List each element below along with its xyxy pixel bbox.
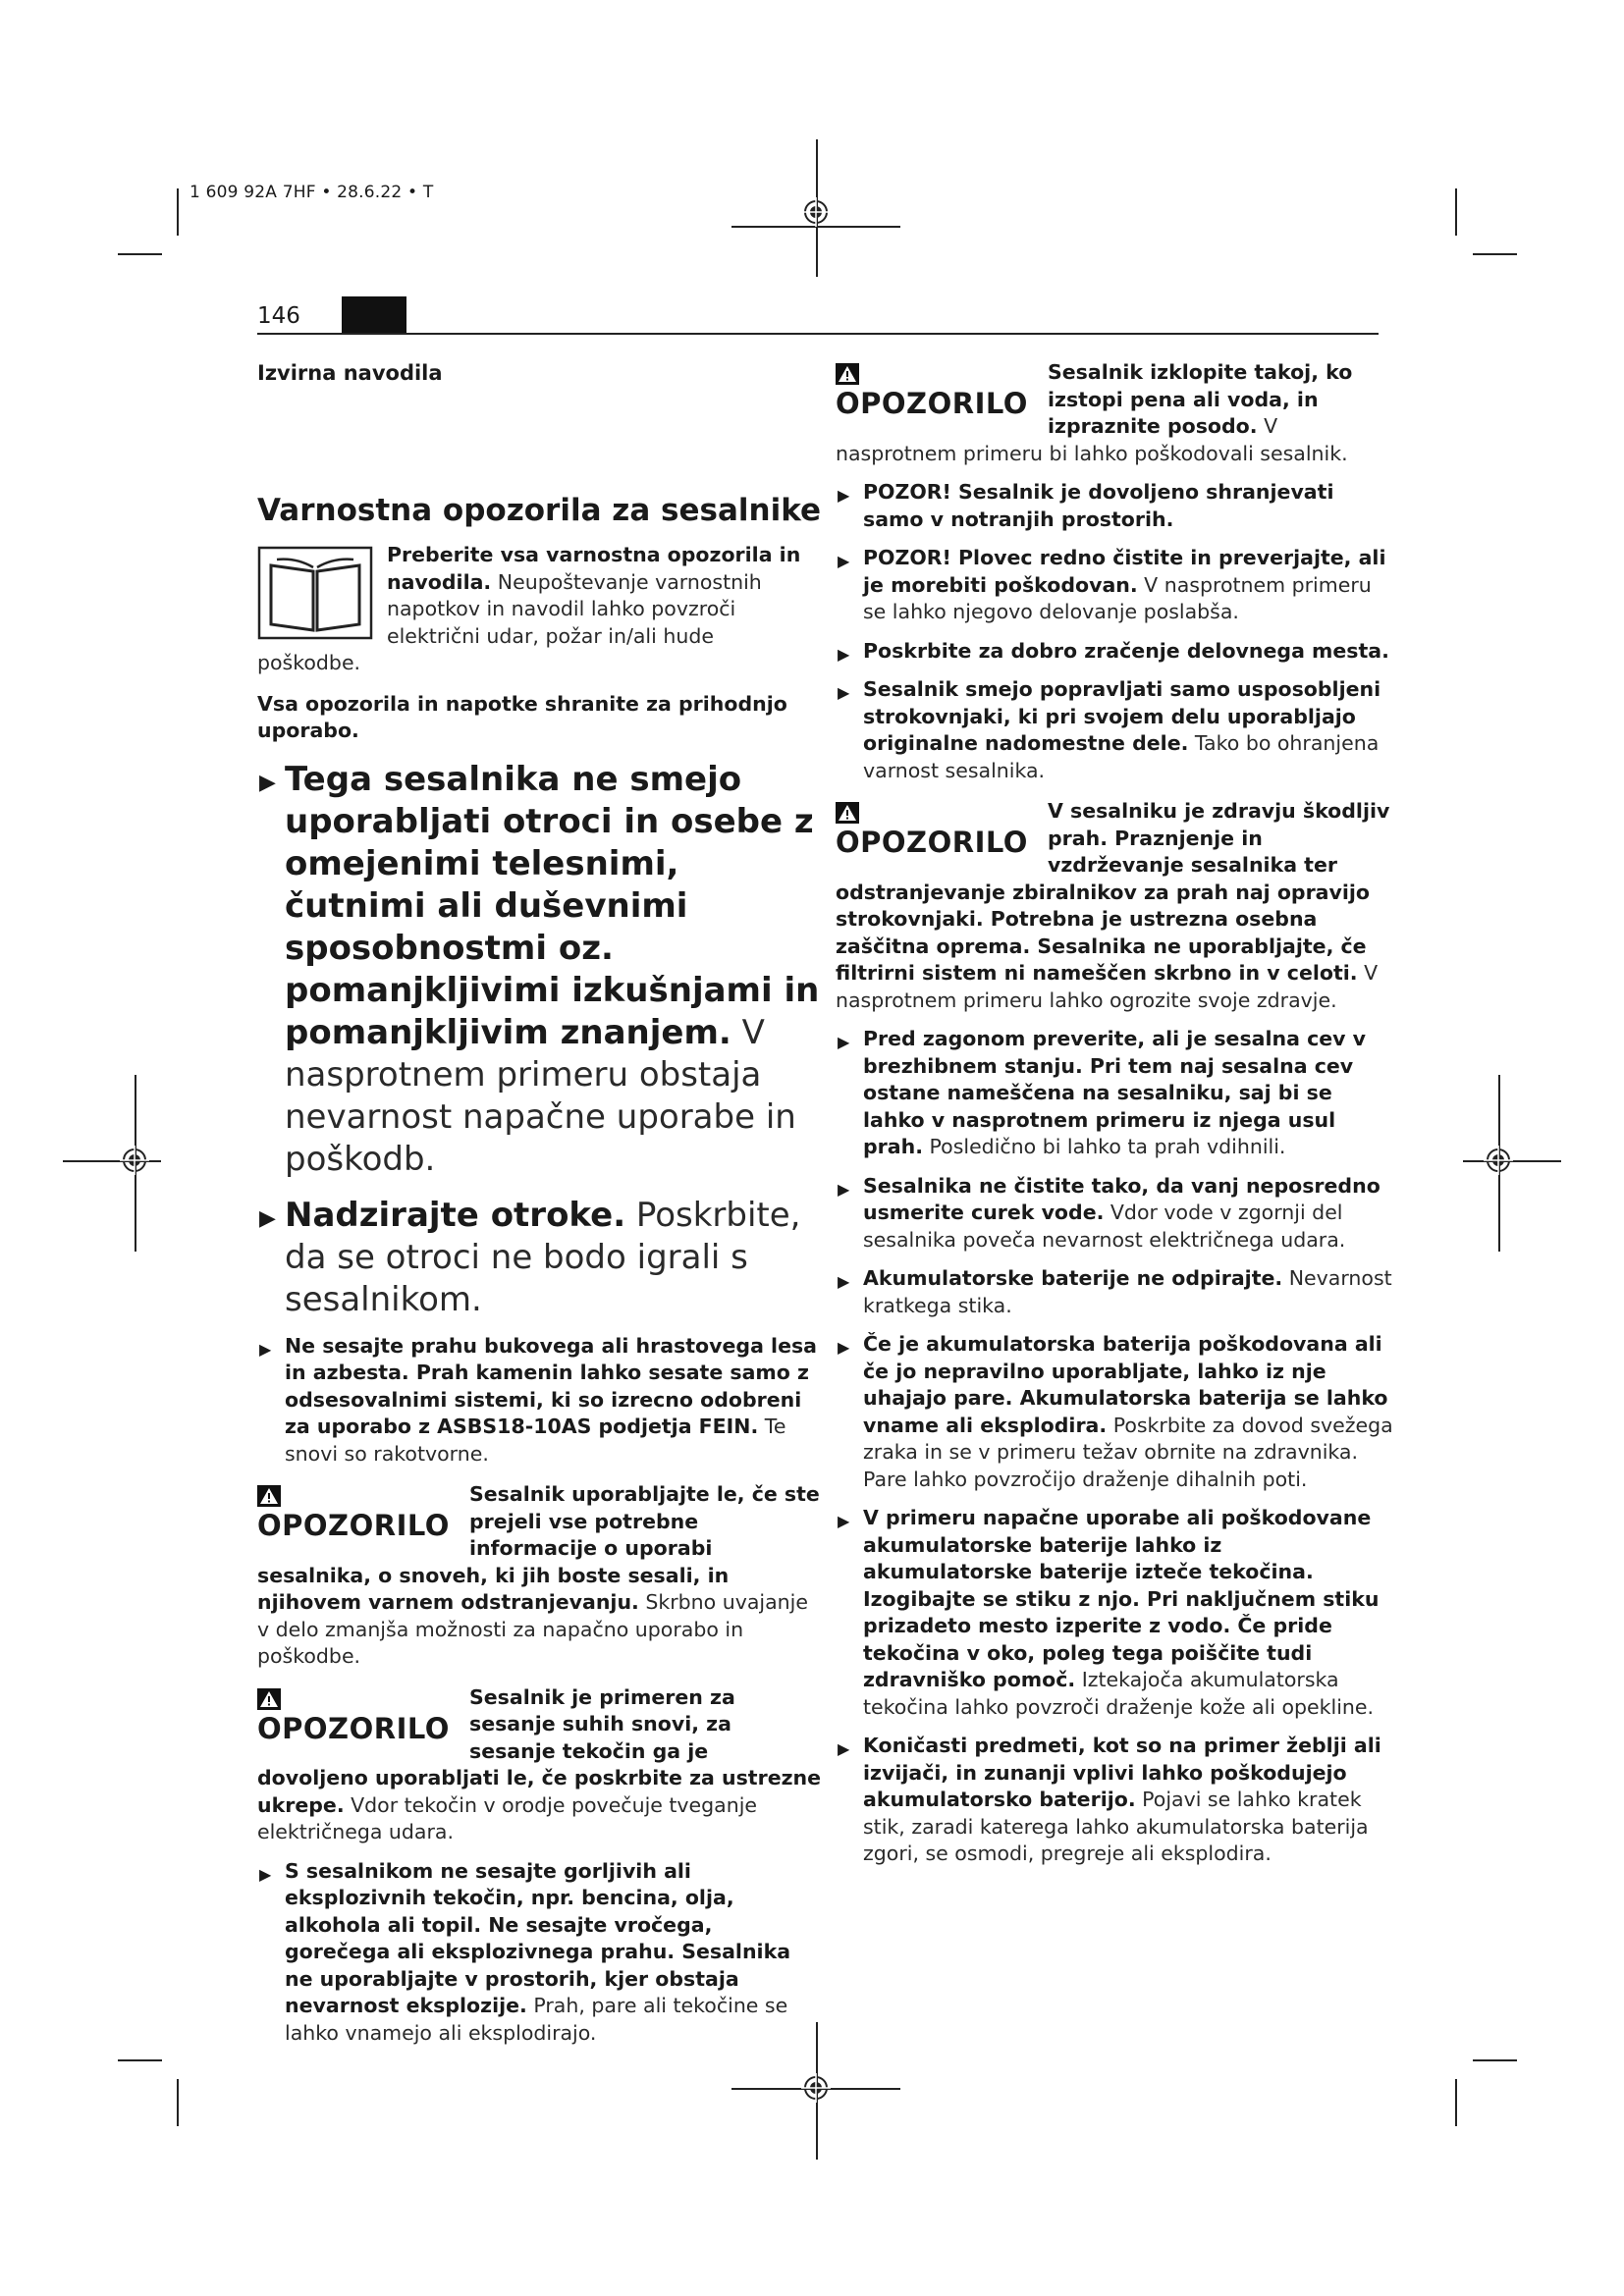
list-item <box>836 1026 1395 1161</box>
warning-label: OPOZORILO <box>257 1711 450 1745</box>
bullet-arrow-icon: ▶ <box>838 552 850 570</box>
bullet-arrow-icon: ▶ <box>838 1033 850 1051</box>
bullet-arrow-icon: ▶ <box>259 1864 272 1884</box>
registration-target-icon <box>120 1146 149 1175</box>
list-item <box>836 1265 1395 1319</box>
primary-warning-list <box>257 759 822 1321</box>
section-title: Varnostna opozorila za sesalnike <box>257 493 822 528</box>
item-bold: V primeru napačne uporabe ali poškodovane akumulatorske baterije lahko iz akumulatorske baterije izteče tekočina. Izogibajte se stiku z njo. Pri naključnem stiku prizadeto mesto izperite z vodo. Če pride tekočina v oko, poleg tega poiščite tudi zdravniško pomoč. <box>863 1506 1380 1691</box>
registration-target-icon <box>801 2073 831 2103</box>
item-text: Poskrbite, da se otroci ne bodo igrali s sesalnikom. <box>285 1195 801 1319</box>
item-bold: Tega sesalnika ne smejo uporabljati otroci in osebe z omejenimi telesnimi, čutnimi ali duševnimi sposobnostmi oz. pomanjkljivimi izkušnjami in pomanjkljivim znanjem. <box>285 759 820 1052</box>
bullet-arrow-icon: ▶ <box>838 486 850 505</box>
item-bold: Ne sesajte prahu bukovega ali hrastovega lesa in azbesta. Prah kamenin lahko sesate samo z odsesovalnimi sistemi, ki so izrecno odobreni za uporabo z ASBS18-10AS podjetja FEIN. <box>285 1333 818 1438</box>
bullet-arrow-icon: ▶ <box>838 1179 850 1199</box>
warning-bold: Sesalnik je primeren za sesanje suhih snovi, za sesanje tekočin ga je dovoljeno uporabljati le, če poskrbite za ustrezne ukrepe. <box>257 1684 822 1817</box>
bullet-arrow-icon: ▶ <box>838 1512 850 1530</box>
crop-mark <box>118 253 162 255</box>
header-rule <box>257 333 1379 335</box>
list-item <box>257 1195 822 1321</box>
item-text: V nasprotnem primeru obstaja nevarnost napačne uporabe in poškodb. <box>285 1012 796 1179</box>
crop-mark <box>1473 253 1517 255</box>
item-bold: Nadzirajte otroke. <box>285 1195 626 1235</box>
item-text: V nasprotnem primeru se lahko njegovo delovanje poslabša. <box>863 572 1372 623</box>
keep-instructions: Vsa opozorila in napotke shranite za prihodnjo uporabo. <box>257 691 787 742</box>
registration-target-icon <box>1484 1146 1513 1175</box>
item-text: Te snovi so rakotvorne. <box>285 1415 786 1466</box>
list-item <box>836 676 1395 784</box>
item-bold: Poskrbite za dobro zračenje delovnega mesta. <box>863 638 1389 663</box>
warning-block <box>836 798 1395 1014</box>
item-text: Vdor vode v zgornji del sesalnika poveča nevarnost električnega udara. <box>863 1201 1346 1252</box>
crop-mark <box>118 2059 162 2061</box>
warning-bold: Sesalnik izklopite takoj, ko izstopi pena ali voda, in izpraznite posodo. <box>1048 360 1353 438</box>
warning-label: OPOZORILO <box>836 826 1028 859</box>
list-item <box>836 1331 1395 1493</box>
page-tab-block <box>342 296 406 333</box>
item-bold: Sesalnik smejo popravljati samo usposobljeni strokovnjaki, ki pri svojem delu uporabljajo originalne nadomestne dele. <box>863 677 1381 755</box>
list-item <box>836 1505 1395 1721</box>
warning-block <box>257 1684 822 1846</box>
item-text: Pojavi se lahko kratek stik, zaradi katerega lahko akumulatorska baterija zgori, se osmodi, pregreje ali eksplodira. <box>863 1788 1369 1865</box>
warning-block <box>836 359 1395 467</box>
item-bold: Pred zagonom preverite, ali je sesalna cev v brezhibnem stanju. Pri tem naj sesalna cev ostane nameščena na sesalniku, saj bi se lahko v nasprotnem primeru iz njega usul prah. <box>863 1027 1367 1158</box>
crop-mark <box>1455 2079 1457 2126</box>
crop-mark <box>177 2079 179 2126</box>
flammable-warning-list <box>257 1858 822 2048</box>
item-text: Iztekajoča akumulatorska tekočina lahko povzroči draženje kože ali opekline. <box>863 1668 1375 1719</box>
item-bold: Sesalnika ne čistite tako, da vanj neposredno usmerite curek vode. <box>863 1173 1380 1224</box>
list-item <box>836 638 1395 666</box>
crop-mark <box>177 188 179 236</box>
item-bold: Akumulatorske baterije ne odpirajte. <box>863 1266 1283 1290</box>
bullet-arrow-icon: ▶ <box>838 1272 850 1291</box>
battery-warning-list <box>836 1026 1395 1868</box>
intro-block <box>257 542 822 745</box>
warning-bold: V sesalniku je zdravju škodljiv prah. Praznjenje in vzdrževanje sesalnika ter odstranjevanje zbiralnikov za prah naj opravijo strokovnjaki. Potrebna je ustrezna osebna zaščitna oprema. Sesalnika ne uporabljajte, če filtrirni sistem ni nameščen skrbno in v celoti. <box>836 799 1390 985</box>
list-item <box>257 1858 822 2048</box>
list-item <box>257 759 822 1181</box>
page-number: 146 <box>257 303 300 329</box>
right-column <box>836 359 1395 1868</box>
registration-target-icon <box>801 197 831 227</box>
warning-triangle-icon <box>257 1688 281 1710</box>
bullet-arrow-icon: ▶ <box>259 1339 272 1359</box>
list-item <box>836 479 1395 533</box>
section-label: Izvirna navodila <box>257 361 443 385</box>
warning-text: V nasprotnem primeru bi lahko poškodovali sesalnik. <box>836 414 1348 465</box>
crop-mark <box>1473 2059 1517 2061</box>
bullet-arrow-icon: ▶ <box>259 770 276 795</box>
item-bold: S sesalnikom ne sesajte gorljivih ali eksplozivnih tekočin, npr. bencina, olja, alkohola ali topil. Ne sesajte vročega, gorečega ali eksplozivnega prahu. Sesalnika ne uporabljajte v prostorih, kjer obstaja nevarnost eksplozije. <box>285 1858 791 2017</box>
warning-text: Vdor tekočin v orodje povečuje tveganje električnega udara. <box>257 1792 758 1843</box>
item-bold: Če je akumulatorska baterija poškodovana ali če jo nepravilno uporabljate, lahko iz nje uhajajo pare. Akumulatorska baterija se lahko vname ali eksplodira. <box>863 1332 1388 1437</box>
left-column <box>257 359 822 2047</box>
item-bold: POZOR! Plovec redno čistite in preverjajte, ali je morebiti poškodovan. <box>863 546 1386 597</box>
warning-triangle-icon <box>836 802 859 824</box>
warning-label: OPOZORILO <box>836 387 1028 420</box>
item-bold: POZOR! Sesalnik je dovoljeno shranjevati samo v notranjih prostorih. <box>863 480 1334 531</box>
bullet-arrow-icon: ▶ <box>838 1739 850 1758</box>
bullet-arrow-icon: ▶ <box>838 644 850 664</box>
bullet-arrow-icon: ▶ <box>838 1338 850 1357</box>
print-slug: 1 609 92A 7HF • 28.6.22 • T <box>189 183 434 202</box>
warning-bold: Sesalnik uporabljajte le, če ste prejeli vse potrebne informacije o uporabi sesalnika, o snoveh, ki jih boste sesali, in njihovem varnem odstranjevanju. <box>257 1482 820 1614</box>
list-item <box>836 1733 1395 1868</box>
list-item <box>836 545 1395 626</box>
item-text: Nevarnost kratkega stika. <box>863 1266 1392 1317</box>
warning-triangle-icon <box>257 1485 281 1507</box>
warning-block <box>257 1481 822 1671</box>
item-text: Poskrbite za dovod svežega zraka in se v primeru težav obrnite na zdravnika. Pare lahko povzročijo draženje dihalnih poti. <box>863 1413 1393 1491</box>
intro-rest: Neupoštevanje varnostnih napotkov in navodil lahko povzroči električni udar, požar in/ali hude poškodbe. <box>257 569 762 674</box>
item-text: Posledično bi lahko ta prah vdihnili. <box>923 1135 1286 1158</box>
crop-mark <box>1455 188 1457 236</box>
warning-text: V nasprotnem primeru lahko ogrozite svoje zdravje. <box>836 961 1379 1012</box>
bullet-arrow-icon: ▶ <box>838 683 850 702</box>
dust-warning-list <box>257 1333 822 1468</box>
bullet-arrow-icon: ▶ <box>259 1205 276 1231</box>
item-text: Prah, pare ali tekočine se lahko vnamejo ali eksplodirajo. <box>285 1994 788 2045</box>
list-item <box>257 1333 822 1468</box>
item-bold: Koničasti predmeti, kot so na primer žeblji ali izvijači, in zunanji vplivi lahko poškodujejo akumulatorsko baterijo. <box>863 1734 1381 1811</box>
warning-triangle-icon <box>836 363 859 385</box>
warning-label: OPOZORILO <box>257 1509 450 1542</box>
read-manual-icon <box>257 546 373 640</box>
intro-bold: Preberite vsa varnostna opozorila in navodila. <box>387 543 801 594</box>
maintenance-warning-list <box>836 479 1395 784</box>
warning-text: Skrbno uvajanje v delo zmanjša možnosti za napačno uporabo in poškodbe. <box>257 1590 808 1668</box>
item-text: Tako bo ohranjena varnost sesalnika. <box>863 731 1380 782</box>
list-item <box>836 1173 1395 1255</box>
